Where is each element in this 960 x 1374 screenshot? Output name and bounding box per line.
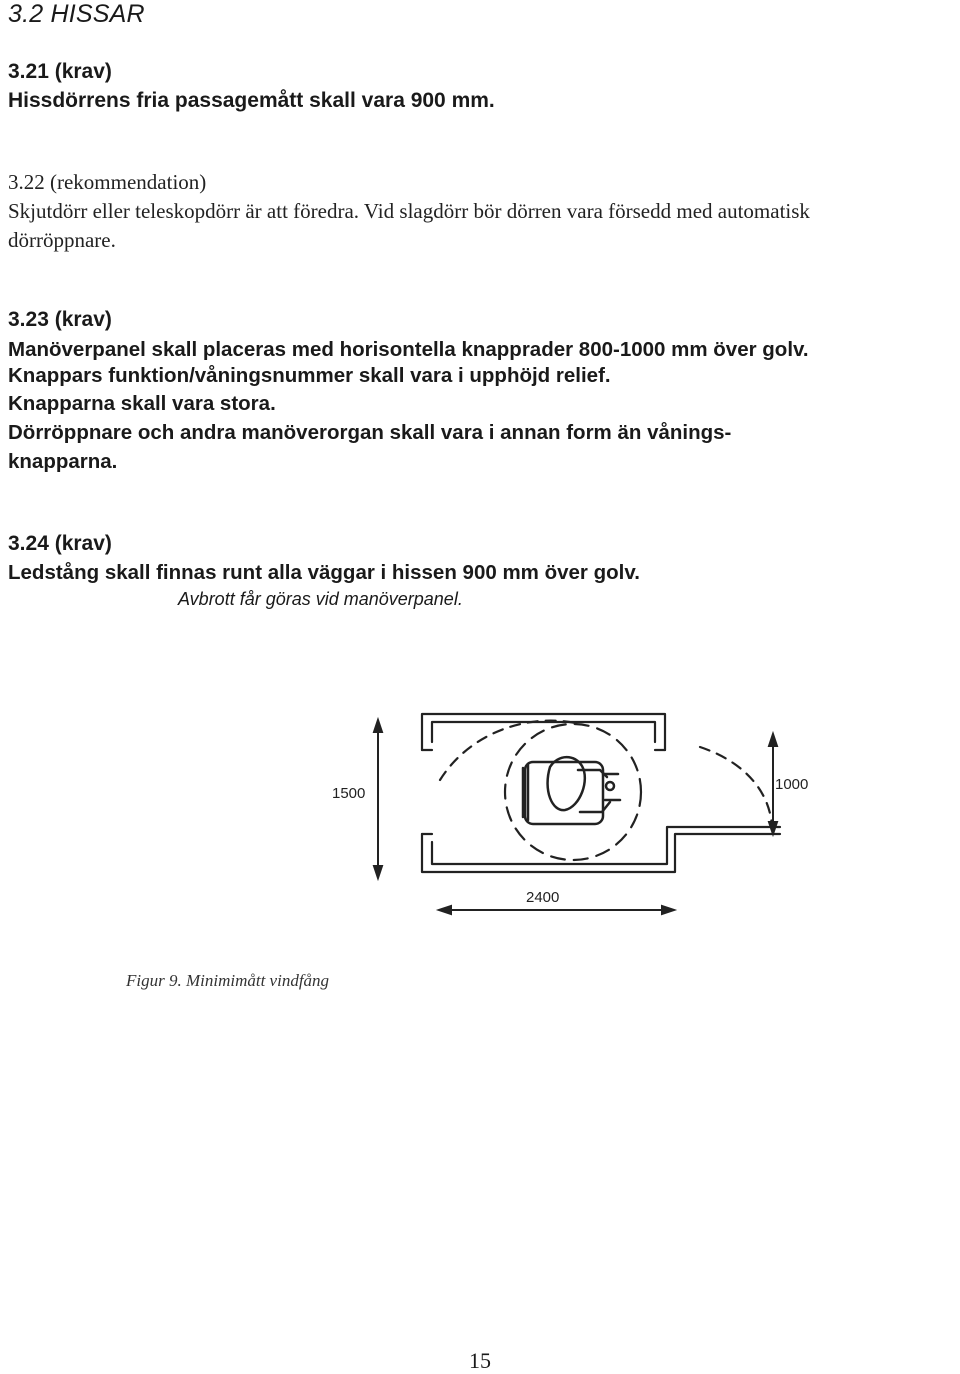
req-324-note: Avbrott får göras vid manöverpanel.: [178, 589, 463, 609]
page-number: 15: [469, 1348, 491, 1373]
dim-1000-label: 1000: [775, 776, 809, 793]
floor-plan-drawing: [110, 662, 870, 1002]
req-323-line-5: knapparna.: [8, 450, 118, 473]
req-323-line-2: Knappars funktion/våningsnummer skall vara i upphöjd relief.: [8, 364, 611, 387]
section-title: 3.2 HISSAR: [8, 0, 145, 28]
req-321-heading: 3.21 (krav): [8, 60, 112, 83]
req-322-line-2: dörröppnare.: [8, 228, 116, 252]
req-323-line-3: Knapparna skall vara stora.: [8, 392, 276, 415]
left-door-swing: [440, 721, 580, 780]
req-323-line-4: Dörröppnare och andra manöverorgan skall vara i annan form än vånings-: [8, 421, 732, 444]
top-wall: [422, 714, 665, 750]
dim-1500-label: 1500: [332, 785, 366, 802]
figure-9: [110, 662, 870, 1002]
req-323-heading: 3.23 (krav): [8, 308, 112, 331]
req-323-line-1: Manöverpanel skall placeras med horisontella knapprader 800-1000 mm över golv.: [8, 338, 809, 361]
top-wall-inner: [432, 722, 655, 742]
dim-2400-label: 2400: [526, 889, 560, 906]
req-322-line-1: Skjutdörr eller teleskopdörr är att föredra. Vid slagdörr bör dörren vara försedd med automatisk: [8, 199, 810, 223]
req-321-text: Hissdörrens fria passagemått skall vara 900 mm.: [8, 89, 495, 112]
figure-caption: Figur 9. Minimimått vindfång: [126, 971, 330, 990]
wheelchair: [523, 757, 620, 824]
req-322-heading: 3.22 (rekommendation): [8, 170, 207, 194]
req-324-heading: 3.24 (krav): [8, 532, 112, 555]
right-door-swing: [700, 747, 772, 827]
bottom-wall-inner: [432, 827, 780, 864]
req-324-text: Ledstång skall finnas runt alla väggar i hissen 900 mm över golv.: [8, 561, 640, 584]
